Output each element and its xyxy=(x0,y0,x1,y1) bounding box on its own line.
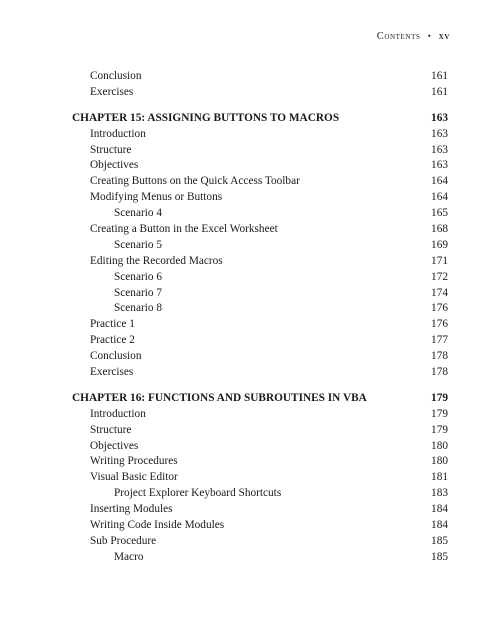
running-header xyxy=(377,31,450,42)
toc-entry xyxy=(72,174,448,190)
toc-entry xyxy=(72,270,448,286)
toc-entry xyxy=(72,254,448,270)
toc-entry xyxy=(72,454,448,470)
toc-entry-page: 163 xyxy=(431,159,448,172)
toc-entry xyxy=(72,423,448,439)
toc-entry-title: Modifying Menus or Buttons xyxy=(90,191,223,204)
chapter-spacer xyxy=(72,101,448,111)
toc-entry-page: 161 xyxy=(431,70,448,82)
toc-entry xyxy=(72,317,448,333)
toc-entry xyxy=(72,550,448,566)
toc-entry-title: Introduction xyxy=(90,407,146,420)
toc-entry-title: Inserting Modules xyxy=(90,503,173,516)
toc-entry xyxy=(72,206,448,222)
toc-entry xyxy=(72,470,448,486)
toc-entry-page: 178 xyxy=(431,350,448,363)
toc-entry-page: 178 xyxy=(431,366,448,379)
toc-entry xyxy=(72,69,448,85)
toc-entry-page: 176 xyxy=(431,302,448,315)
toc-entry-title: Scenario 8 xyxy=(114,302,162,315)
toc-entry-page: 174 xyxy=(431,286,448,299)
toc-entry-title: Sub Procedure xyxy=(90,534,157,547)
toc-entry-page: 171 xyxy=(431,254,448,267)
toc-entry-title: Objectives xyxy=(90,159,139,172)
toc-entry-title: Visual Basic Editor xyxy=(90,471,178,484)
toc-entry-title: Exercises xyxy=(90,85,134,98)
toc-entry-page: 176 xyxy=(431,318,448,331)
toc-entry-title: Conclusion xyxy=(90,70,142,82)
toc-entry xyxy=(72,349,448,365)
toc-entry xyxy=(72,365,448,381)
toc-entry-title: Writing Code Inside Modules xyxy=(90,519,225,532)
toc-entry xyxy=(72,502,448,518)
toc-entry-page: 164 xyxy=(431,191,448,204)
toc-entry-page: 184 xyxy=(431,503,448,516)
toc-entry-title: Creating Buttons on the Quick Access Toolbar xyxy=(90,175,300,188)
running-header-label: Contents xyxy=(376,31,421,42)
toc-entry-title: Practice 2 xyxy=(90,334,135,347)
toc-entry-title: Editing the Recorded Macros xyxy=(90,254,223,267)
toc-entry-page: 179 xyxy=(431,391,448,404)
toc-entry-page: 161 xyxy=(431,85,448,98)
table-of-contents xyxy=(72,69,448,566)
toc-entry xyxy=(72,333,448,349)
toc-entry xyxy=(72,238,448,254)
toc-entry-title: Exercises xyxy=(90,366,134,379)
toc-entry-page: 163 xyxy=(431,127,448,140)
toc-entry xyxy=(72,534,448,550)
toc-entry-page: 179 xyxy=(431,423,448,436)
toc-entry-page: 185 xyxy=(431,534,448,547)
toc-entry xyxy=(72,486,448,502)
toc-entry xyxy=(72,286,448,302)
page-number: xv xyxy=(438,31,450,42)
toc-entry xyxy=(72,143,448,159)
running-header-separator: • xyxy=(427,31,432,41)
toc-entry xyxy=(72,85,448,101)
toc-entry-title: Creating a Button in the Excel Worksheet xyxy=(90,223,278,236)
toc-entry xyxy=(72,222,448,238)
toc-entry-page: 169 xyxy=(431,238,448,251)
toc-entry-page: 177 xyxy=(431,334,448,347)
toc-entry-page: 172 xyxy=(431,270,448,283)
toc-entry-title: Scenario 4 xyxy=(114,207,162,220)
toc-entry-page: 184 xyxy=(431,519,448,532)
toc-entry-title: Objectives xyxy=(90,439,139,452)
toc-entry-title: CHAPTER 15: ASSIGNING BUTTONS TO MACROS xyxy=(72,111,340,124)
toc-entry xyxy=(72,407,448,423)
toc-entry-page: 181 xyxy=(431,471,448,484)
toc-entry-title: Practice 1 xyxy=(90,318,135,331)
chapter-spacer xyxy=(72,381,448,391)
toc-entry-page: 185 xyxy=(431,550,448,563)
toc-entry-page: 163 xyxy=(431,143,448,156)
toc-entry-title: Scenario 7 xyxy=(114,286,162,299)
toc-entry-page: 164 xyxy=(431,175,448,188)
toc-entry-title: Writing Procedures xyxy=(90,455,178,468)
toc-entry-page: 180 xyxy=(431,439,448,452)
toc-entry xyxy=(72,439,448,455)
toc-chapter-entry xyxy=(72,111,448,127)
toc-entry-title: Introduction xyxy=(90,127,146,140)
toc-entry xyxy=(72,301,448,317)
toc-entry-title: Project Explorer Keyboard Shortcuts xyxy=(114,487,282,500)
toc-entry-page: 163 xyxy=(431,111,448,124)
toc-entry xyxy=(72,158,448,174)
toc-entry-title: CHAPTER 16: FUNCTIONS AND SUBROUTINES IN VBA xyxy=(72,391,367,404)
toc-entry-title: Conclusion xyxy=(90,350,142,363)
toc-entry xyxy=(72,127,448,143)
toc-entry xyxy=(72,190,448,206)
toc-entry-page: 183 xyxy=(431,487,448,500)
toc-entry-page: 168 xyxy=(431,223,448,236)
toc-entry-title: Scenario 5 xyxy=(114,238,162,251)
toc-entry-page: 180 xyxy=(431,455,448,468)
toc-entry-title: Macro xyxy=(114,550,144,563)
toc-entry-title: Structure xyxy=(90,423,132,436)
toc-entry-title: Scenario 6 xyxy=(114,270,162,283)
toc-entry-title: Structure xyxy=(90,143,132,156)
toc-entry xyxy=(72,518,448,534)
toc-chapter-entry xyxy=(72,391,448,407)
toc-entry-page: 165 xyxy=(431,207,448,220)
toc-entry-page: 179 xyxy=(431,407,448,420)
